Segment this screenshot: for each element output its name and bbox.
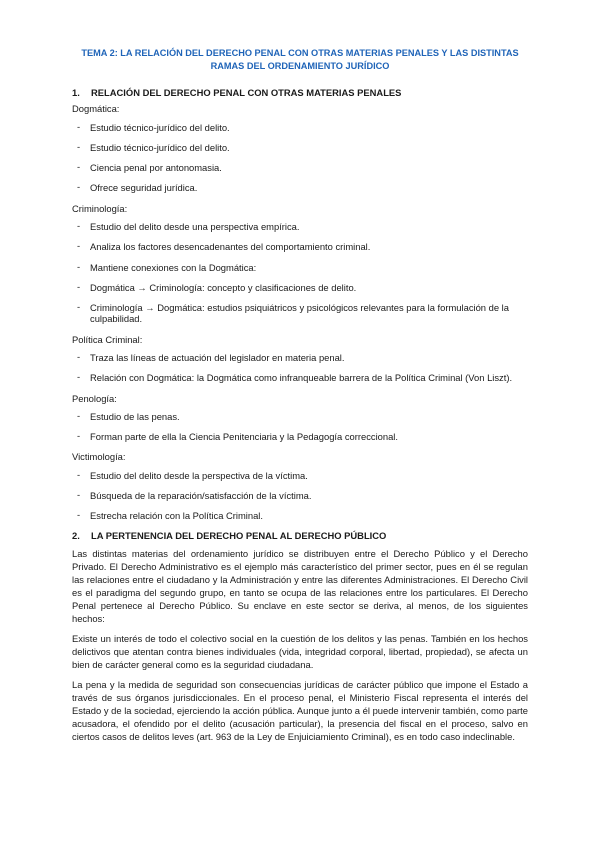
- dash-bullet: -: [77, 488, 81, 500]
- section-2-heading: [72, 530, 528, 541]
- section-1-title: RELACIÓN DEL DERECHO PENAL CON OTRAS MATERIAS PENALES: [91, 87, 402, 98]
- dash-bullet: -: [77, 280, 81, 292]
- list-item: - Forman parte de ella la Ciencia Penitenciaria y la Pedagogía correccional.: [77, 430, 398, 443]
- list-item: - Analiza los factores desencadenantes del comportamiento criminal.: [77, 240, 371, 253]
- group-dogmatica: [72, 103, 528, 193]
- dash-bullet: -: [77, 509, 81, 521]
- group-label: Dogmática:: [72, 103, 120, 115]
- paragraph: Las distintas materias del ordenamiento jurídico se distribuyen entre el Derecho Público y el Derecho Privado. El Derecho Administrativo es el ejemplo más característico del primer sector, pues en él se regulan las relaciones entre el ciudadano y la Administración y entre las diferentes Administraciones. El Derecho Civil es el paradigma del segundo grupo, en tanto se ocupa de las relaciones entre los particulares. El Derecho Penal pertenece al Derecho Público. Su enclave en este sector se deriva, al menos, de los siguientes hechos:: [72, 547, 528, 624]
- group-list: [72, 122, 528, 194]
- section-1-heading: [72, 87, 528, 98]
- group-victimologia: [72, 451, 528, 521]
- list-item: - Estrecha relación con la Política Criminal.: [77, 509, 263, 522]
- paragraph: La pena y la medida de seguridad son consecuencias jurídicas de carácter público que impone el Estado a través de sus órganos jurisdiccionales. En el proceso penal, el Ministerio Fiscal representa el interés del Estado y de la sociedad, ejerciendo la acción pública. Aunque junto a él puede intervenir también, como parte acusadora, el ofendido por el delito (acusación particular), la presencia del fiscal en el proceso, salvo en ciertos casos de delitos leves (art. 963 de la Ley de Enjuiciamiento Criminal), es en todo caso indeclinable.: [72, 678, 528, 742]
- list-item: - Traza las líneas de actuación del legislador en materia penal.: [77, 350, 345, 363]
- group-label: Victimología:: [72, 451, 126, 463]
- dash-bullet: -: [77, 240, 81, 252]
- group-list: [72, 221, 528, 325]
- paragraph: Existe un interés de todo el colectivo social en la cuestión de los delitos y las penas. También en los hechos delictivos que atentan contra bienes individuales (vida, integridad corporal, libertad, propiedad), se afecta un bien de carácter general como es la seguridad ciudadana.: [72, 632, 528, 670]
- dash-bullet: -: [77, 161, 81, 173]
- dash-bullet: -: [77, 140, 81, 152]
- group-politica-criminal: [72, 334, 528, 384]
- group-list: [72, 352, 528, 384]
- list-item: - Estudio técnico-jurídico del delito.: [77, 140, 230, 153]
- list-item: - Estudio del delito desde una perspectiva empírica.: [77, 219, 300, 232]
- title-line-2: RAMAS DEL ORDENAMIENTO JURÍDICO: [210, 61, 390, 71]
- list-item: - Búsqueda de la reparación/satisfacción de la víctima.: [77, 488, 312, 501]
- dash-bullet: -: [77, 219, 81, 231]
- dash-bullet: -: [77, 181, 81, 193]
- list-item: - Ofrece seguridad jurídica.: [77, 181, 198, 194]
- group-label: Criminología:: [72, 202, 128, 214]
- group-label: Penología:: [72, 392, 117, 404]
- title-line-1: TEMA 2: LA RELACIÓN DEL DERECHO PENAL CON OTRAS MATERIAS PENALES Y LAS DISTINTAS: [81, 48, 519, 58]
- dash-bullet: -: [77, 260, 81, 272]
- list-item: - Dogmática → Criminología: concepto y clasificaciones de delito.: [77, 280, 357, 293]
- dash-bullet: -: [77, 430, 81, 442]
- list-item: - Relación con Dogmática: la Dogmática como infranqueable barrera de la Política Criminal (Von Liszt).: [77, 371, 513, 384]
- list-item: - Criminología → Dogmática: estudios psiquiátricos y psicológicos relevantes para la formulación de la culpabilidad.: [77, 301, 509, 325]
- group-list: [72, 411, 528, 443]
- dash-bullet: -: [77, 468, 81, 480]
- group-criminologia: [72, 203, 528, 325]
- dash-bullet: -: [77, 350, 81, 362]
- list-item: - Mantiene conexiones con la Dogmática:: [77, 260, 257, 273]
- page-content: [72, 47, 528, 750]
- list-item: - Ciencia penal por antonomasia.: [77, 161, 222, 174]
- group-list: [72, 470, 528, 522]
- section-1-number: 1.: [72, 87, 80, 98]
- document-title: [72, 47, 528, 73]
- list-item: - Estudio técnico-jurídico del delito.: [77, 120, 230, 133]
- list-item: - Estudio del delito desde la perspectiva de la víctima.: [77, 468, 308, 481]
- dash-bullet: -: [77, 409, 81, 421]
- group-label: Política Criminal:: [72, 333, 143, 345]
- dash-bullet: -: [77, 371, 81, 383]
- group-penologia: [72, 393, 528, 443]
- list-item: - Estudio de las penas.: [77, 409, 180, 422]
- dash-bullet: -: [77, 120, 81, 132]
- section-2-title: LA PERTENENCIA DEL DERECHO PENAL AL DERECHO PÚBLICO: [91, 530, 387, 542]
- section-2-number: 2.: [72, 530, 80, 542]
- dash-bullet: -: [77, 301, 81, 313]
